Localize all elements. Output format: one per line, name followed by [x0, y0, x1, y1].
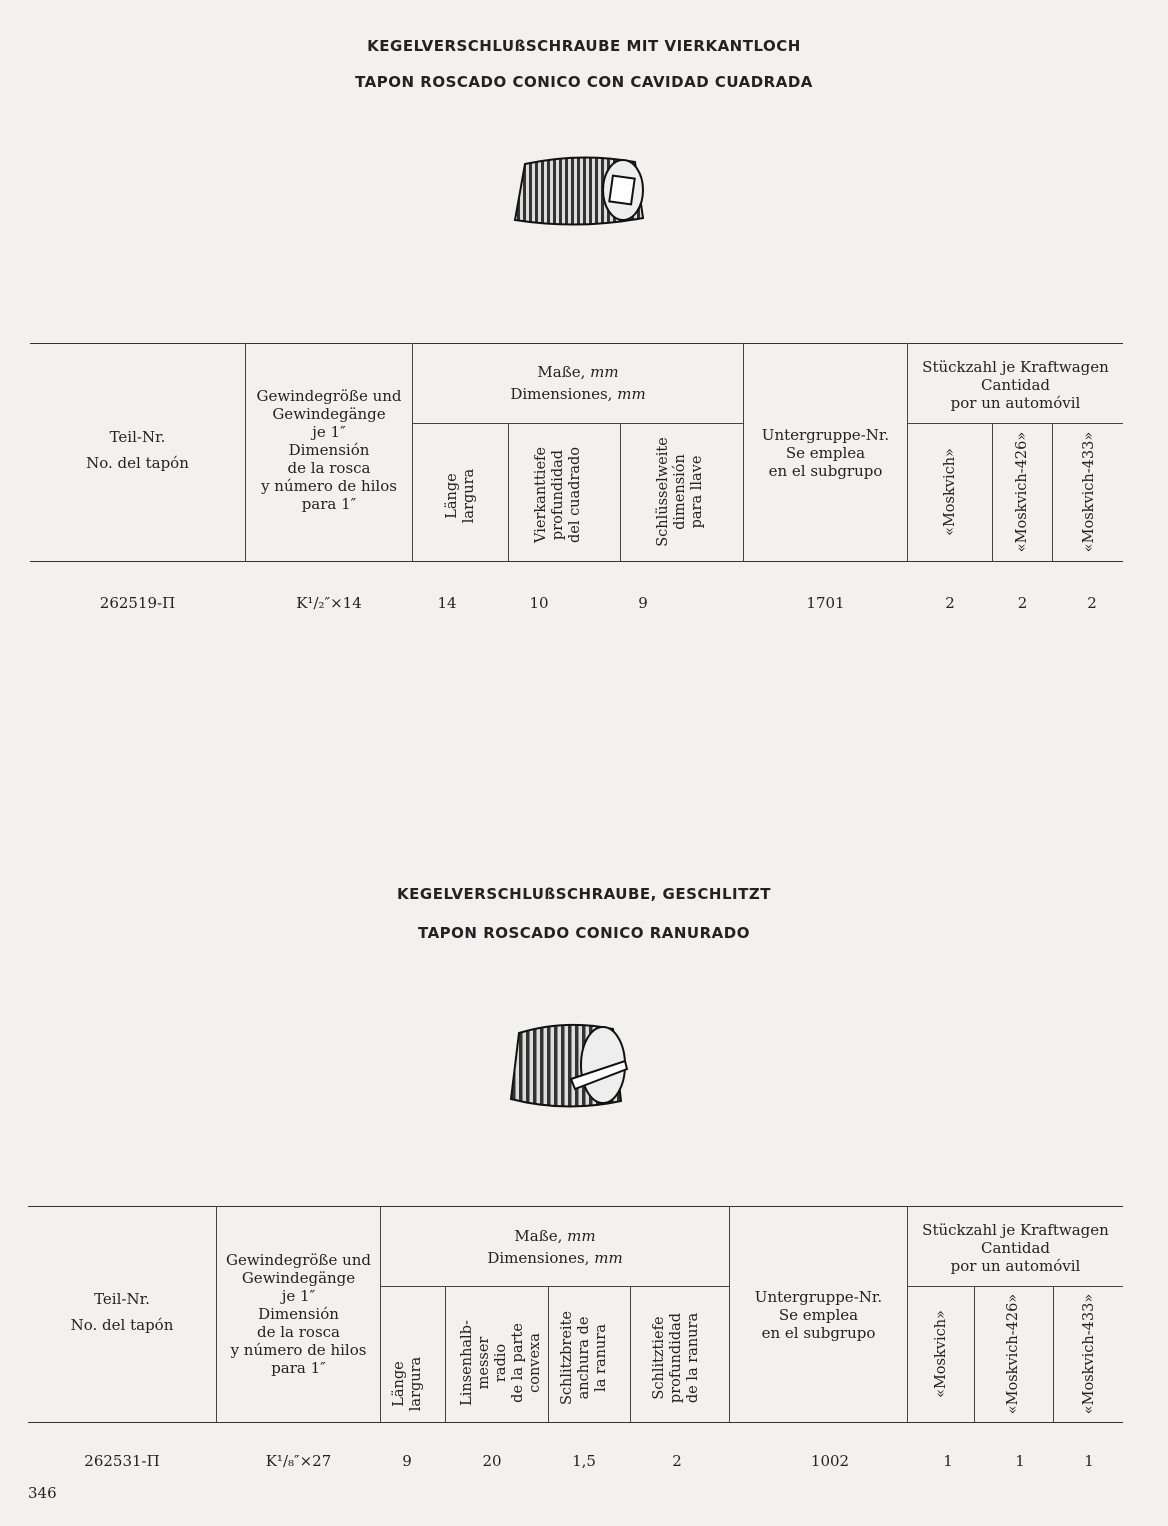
- table-1-header-subgroup: Untergruppe-Nr. Se emplea en el subgrupo: [761, 426, 890, 480]
- table-2-row-qty-433: 1: [1084, 1452, 1094, 1470]
- table-1-header-model-433: «Moskvich-433»: [1080, 431, 1097, 553]
- table-1-top-rule: [30, 343, 1123, 344]
- table-1-row-wrench-size: 9: [638, 594, 648, 612]
- table-2-top-rule: [28, 1206, 1123, 1207]
- table-2-header-thread: Gewindegröße und Gewindegänge je 1″ Dimensión de la rosca y número de hilos para 1″: [225, 1251, 372, 1377]
- table-1-row-subgroup: 1701: [806, 594, 845, 612]
- table-2-row-length: 9: [402, 1452, 412, 1470]
- table-1-col-divider: [1052, 423, 1053, 561]
- table-1-row-part-no: 262519-П: [99, 594, 176, 612]
- table-1-header-thread: Gewindegröße und Gewindegänge je 1″ Dimensión de la rosca y número de hilos para 1″: [256, 387, 402, 513]
- table-2-col-divider: [974, 1286, 975, 1422]
- table-2-header-subgroup: Untergruppe-Nr. Se emplea en el subgrupo: [754, 1288, 883, 1342]
- table-1-header-quantity: Stückzahl je Kraftwagen Cantidad por un automóvil: [922, 358, 1109, 412]
- table-2-header-model-moskvich: «Moskvich»: [932, 1310, 949, 1398]
- table-2-header-quantity: Stückzahl je Kraftwagen Cantidad por un automóvil: [922, 1221, 1109, 1275]
- table-2-row-slot-width: 1,5: [572, 1452, 596, 1470]
- table-1-row-square-depth: 10: [529, 594, 549, 612]
- table-2-row-thread: K¹/₈″×27: [265, 1452, 332, 1470]
- square-socket-plug-illustration: [505, 150, 655, 232]
- table-2-row-part-no: 262531-П: [84, 1452, 160, 1470]
- table-1-header-length: Länge largura: [444, 468, 477, 524]
- table-2-row-subgroup: 1002: [810, 1452, 850, 1470]
- slotted-plug-illustration: [505, 1015, 635, 1115]
- table-1-header-part-no: Teil-Nr. No. del tapón: [86, 428, 189, 472]
- table-2-dims-rule: [381, 1286, 729, 1287]
- table-2-row-qty-426: 1: [1015, 1452, 1025, 1470]
- table-2-col-divider: [1053, 1286, 1054, 1422]
- table-2-header-lens-radius: Linsenhalb- messer radio de la parte convexa: [458, 1320, 543, 1406]
- table-2-col-divider: [548, 1286, 549, 1422]
- table-2-header-part-no: Teil-Nr. No. del tapón: [70, 1290, 174, 1334]
- table-2-row-slot-depth: 2: [672, 1452, 682, 1470]
- table-2-header-slot-depth: Schlitztiefe profundidad de la ranura: [650, 1312, 701, 1404]
- table-2-col-divider: [630, 1286, 631, 1422]
- table-1-col-divider: [992, 423, 993, 561]
- table-2-header-dimensions: Maße, mm Dimensiones, mm: [487, 1227, 623, 1267]
- table-1-header-model-moskvich: «Moskvich»: [941, 448, 958, 536]
- table-2-row-lens-radius: 20: [482, 1452, 502, 1470]
- table-1-header-square-depth: Vierkanttiefe profundidad del cuadrado: [532, 446, 583, 544]
- table-1-row-thread: K¹/₂″×14: [296, 594, 362, 612]
- section-1-title-de: KEGELVERSCHLUßSCHRAUBE MIT VIERKANTLOCH: [367, 37, 801, 55]
- table-2-qty-rule: [908, 1286, 1123, 1287]
- table-1-header-wrench-size: Schlüsselweite dimensión para llave: [654, 437, 705, 547]
- table-1-qty-rule: [908, 423, 1123, 424]
- table-1-col-divider: [508, 423, 509, 561]
- table-1-header-dimensions: Maße, mm Dimensiones, mm: [510, 363, 646, 403]
- table-1-dims-rule: [413, 423, 743, 424]
- table-2-row-qty-moskvich: 1: [943, 1452, 953, 1470]
- table-1-col-divider: [620, 423, 621, 561]
- table-1-row-qty-moskvich: 2: [945, 594, 955, 612]
- table-2-header-bottom-rule: [28, 1422, 1123, 1423]
- table-2-header-model-433: «Moskvich-433»: [1080, 1293, 1097, 1415]
- table-2-header-slot-width: Schlitzbreite anchura de la ranura: [558, 1311, 609, 1405]
- table-2-header-length: Länge largura: [391, 1356, 424, 1412]
- table-1-row-qty-426: 2: [1017, 594, 1028, 612]
- table-2-header-model-426: «Moskvich-426»: [1004, 1293, 1021, 1415]
- section-1-title-es: TAPON ROSCADO CONICO CON CAVIDAD CUADRADA: [355, 73, 813, 91]
- table-1-row-length: 14: [437, 594, 457, 612]
- table-1-header-model-426: «Moskvich-426»: [1013, 431, 1030, 553]
- table-1-row-qty-433: 2: [1087, 594, 1097, 612]
- section-2-title-es: TAPON ROSCADO CONICO RANURADO: [418, 924, 750, 942]
- section-2-title-de: KEGELVERSCHLUßSCHRAUBE, GESCHLITZT: [397, 885, 771, 903]
- table-1-header-bottom-rule: [30, 561, 1123, 562]
- table-2-col-divider: [445, 1286, 446, 1422]
- page-number: 346: [28, 1484, 57, 1502]
